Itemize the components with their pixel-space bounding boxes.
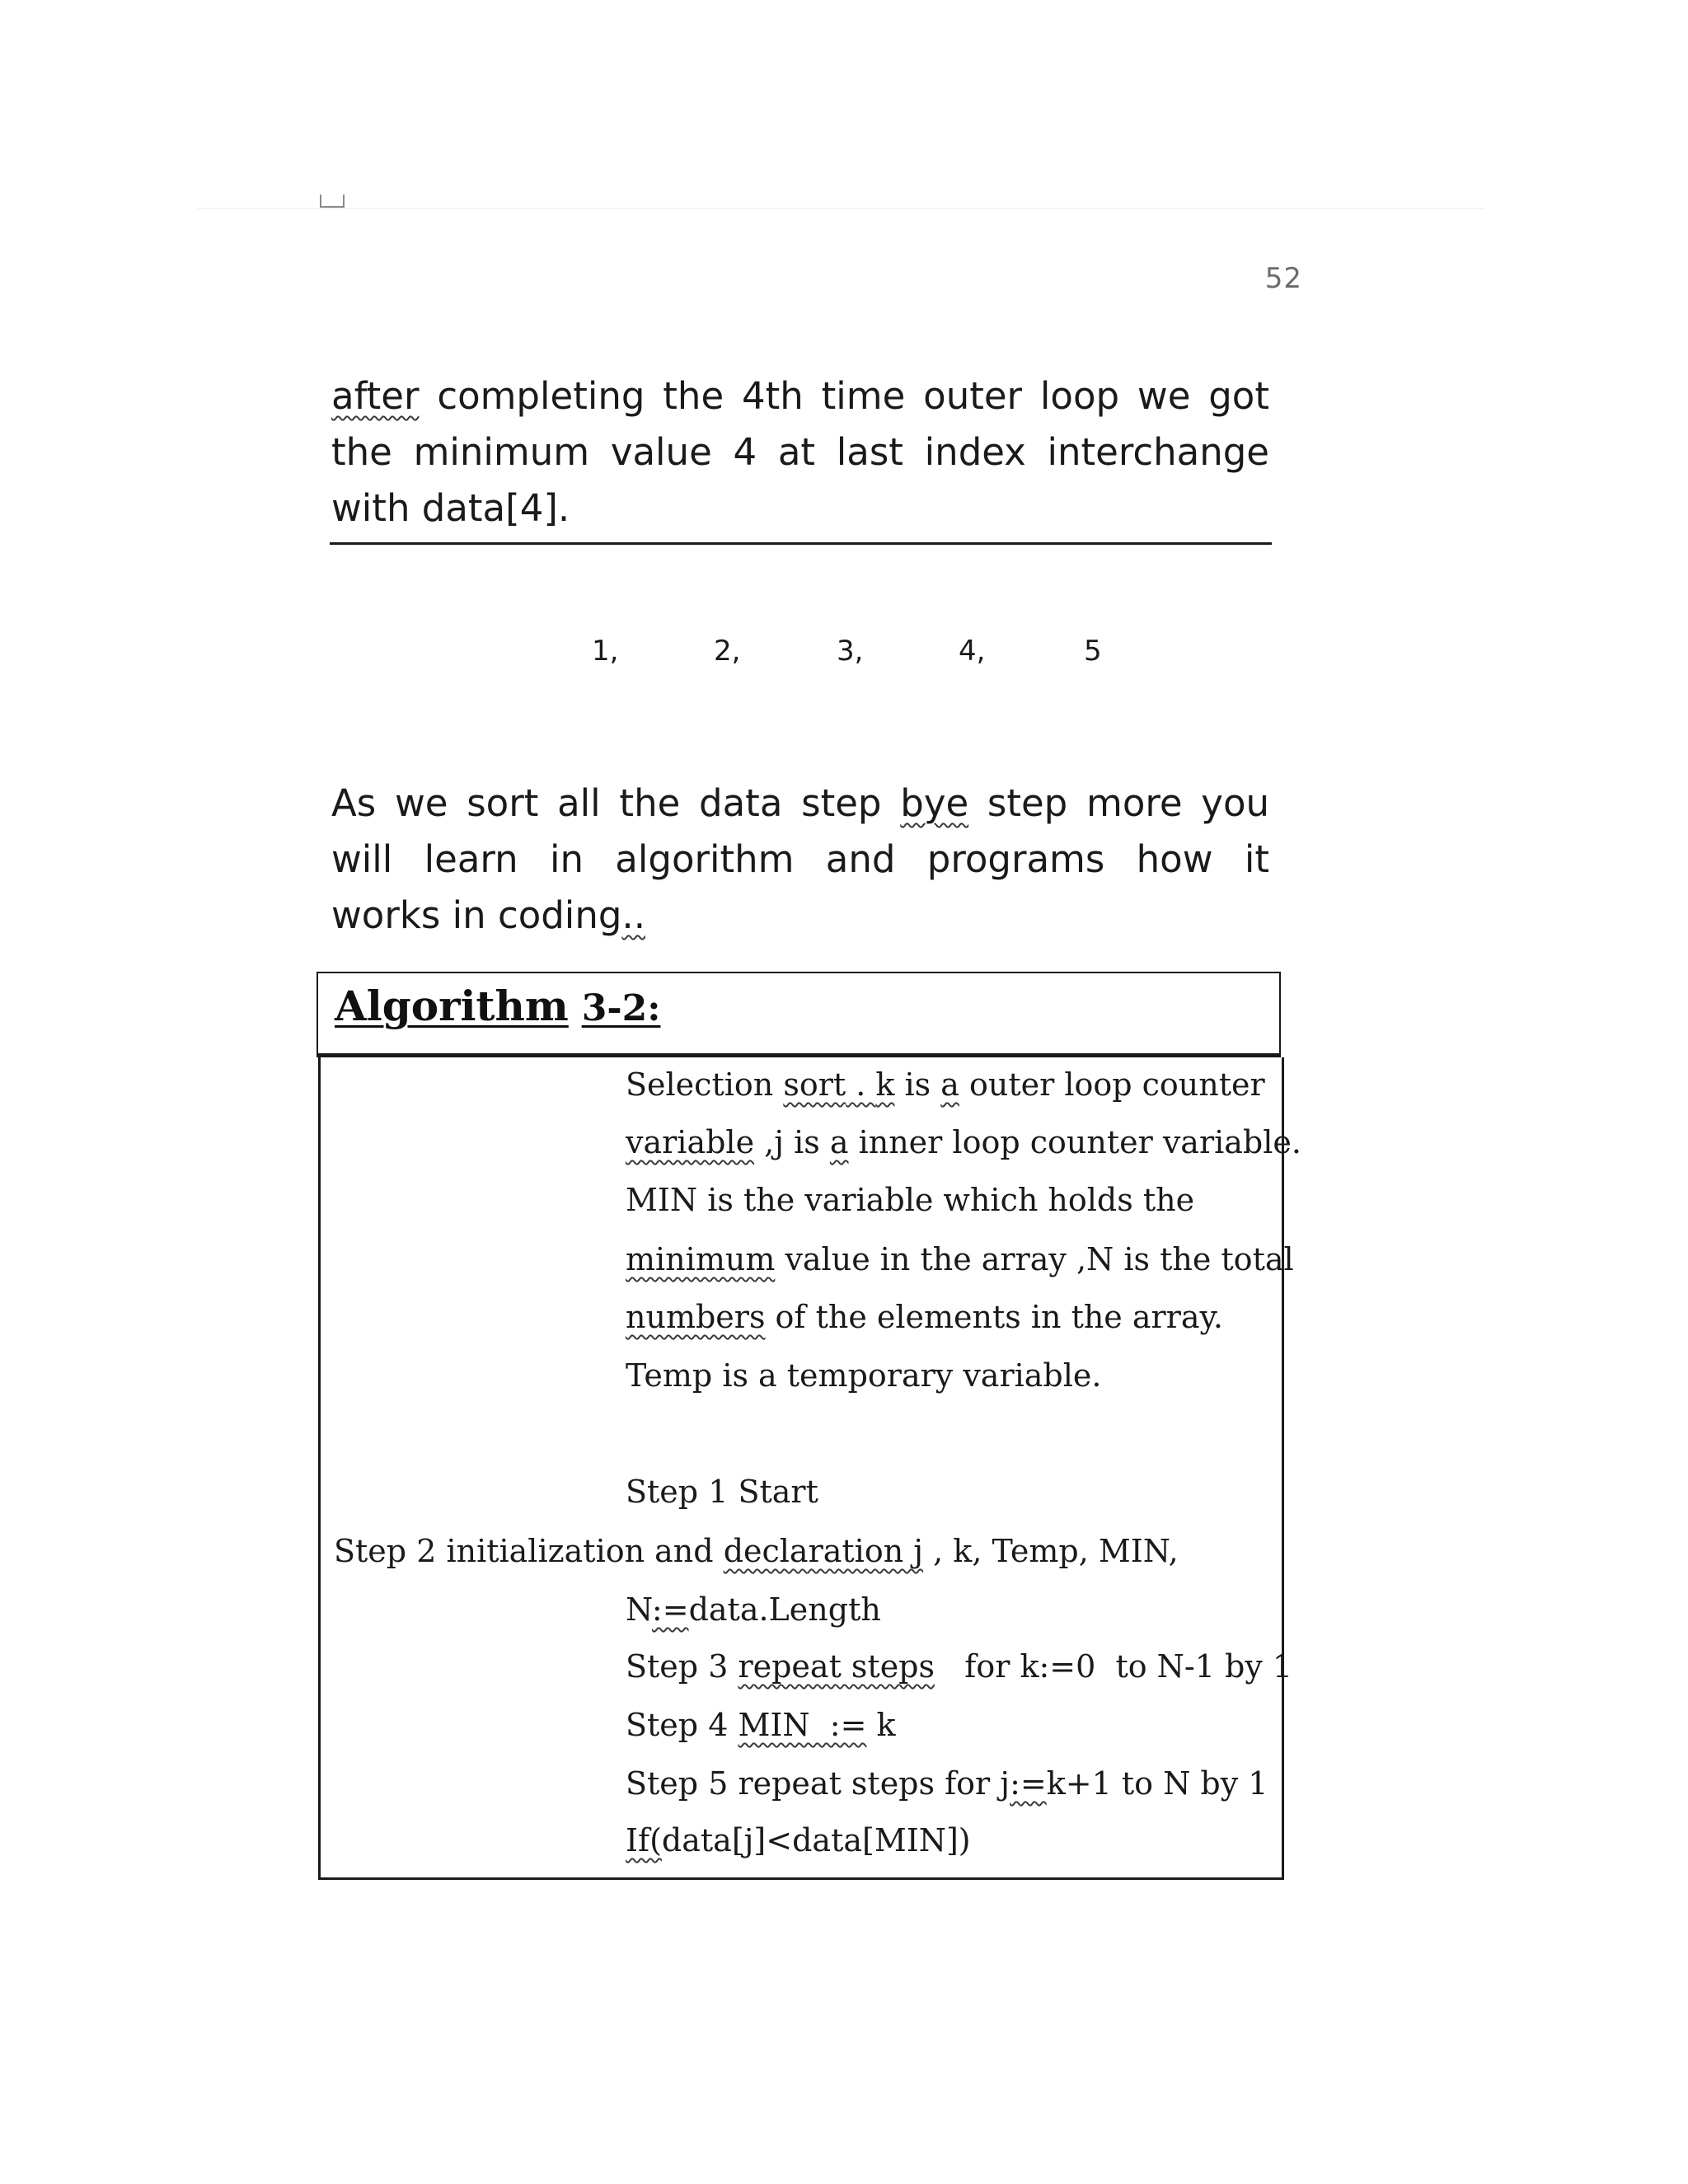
- paragraph-line: with data[4].: [331, 486, 570, 530]
- algorithm-step: Step 1 Start: [626, 1474, 818, 1510]
- paragraph-selection-step-4: [331, 368, 1269, 537]
- spellcheck-word: ..: [621, 893, 646, 937]
- algorithm-line: Temp is a temporary variable.: [626, 1357, 1102, 1394]
- algorithm-line: numbers of the elements in the array.: [626, 1299, 1224, 1335]
- horizontal-rule: [330, 542, 1272, 545]
- spellcheck-word: bye: [900, 781, 969, 825]
- corner-crop-mark: [320, 194, 345, 208]
- algorithm-step: Step 5 repeat steps for j:=k+1 to N by 1: [626, 1765, 1268, 1802]
- sorted-sequence: [0, 635, 1688, 676]
- algorithm-title: Algorithm 3-2:: [335, 982, 661, 1030]
- sequence-item: 2,: [714, 635, 741, 668]
- sequence-item: 4,: [959, 635, 986, 668]
- algorithm-step: Step 4 MIN := k: [626, 1707, 896, 1743]
- sequence-item: 3,: [837, 635, 864, 668]
- algorithm-line: MIN is the variable which holds the: [626, 1182, 1195, 1218]
- paragraph-line: the minimum value 4 at last index interchange: [331, 430, 1269, 474]
- page-number: 52: [1264, 262, 1302, 295]
- algorithm-step: If(data[j]<data[MIN]): [626, 1822, 971, 1858]
- algorithm-body-box: [318, 1057, 1301, 1880]
- algorithm-line: minimum value in the array ,N is the total: [626, 1241, 1294, 1277]
- paragraph-line: works in coding..: [331, 893, 646, 937]
- algorithm-line: Selection sort . k is a outer loop counter: [626, 1066, 1265, 1103]
- algorithm-step: N:=data.Length: [626, 1591, 881, 1628]
- algorithm-header-box: [316, 972, 1281, 1057]
- page-top-edge: [198, 208, 1484, 209]
- spellcheck-word: after: [331, 374, 420, 418]
- sequence-item: 1,: [592, 635, 619, 668]
- sequence-item: 5: [1084, 635, 1102, 668]
- paragraph-sort-summary: [331, 776, 1269, 944]
- paragraph-line: after completing the 4th time outer loop we got: [331, 374, 1269, 418]
- paragraph-line: will learn in algorithm and programs how it: [331, 837, 1269, 881]
- algorithm-line: variable ,j is a inner loop counter variable.: [626, 1124, 1301, 1160]
- algorithm-step: Step 3 repeat steps for k:=0 to N-1 by 1: [626, 1648, 1293, 1685]
- paragraph-line: As we sort all the data step bye step more you: [331, 781, 1269, 825]
- algorithm-step: Step 2 initialization and declaration j , k, Temp, MIN,: [334, 1533, 1179, 1569]
